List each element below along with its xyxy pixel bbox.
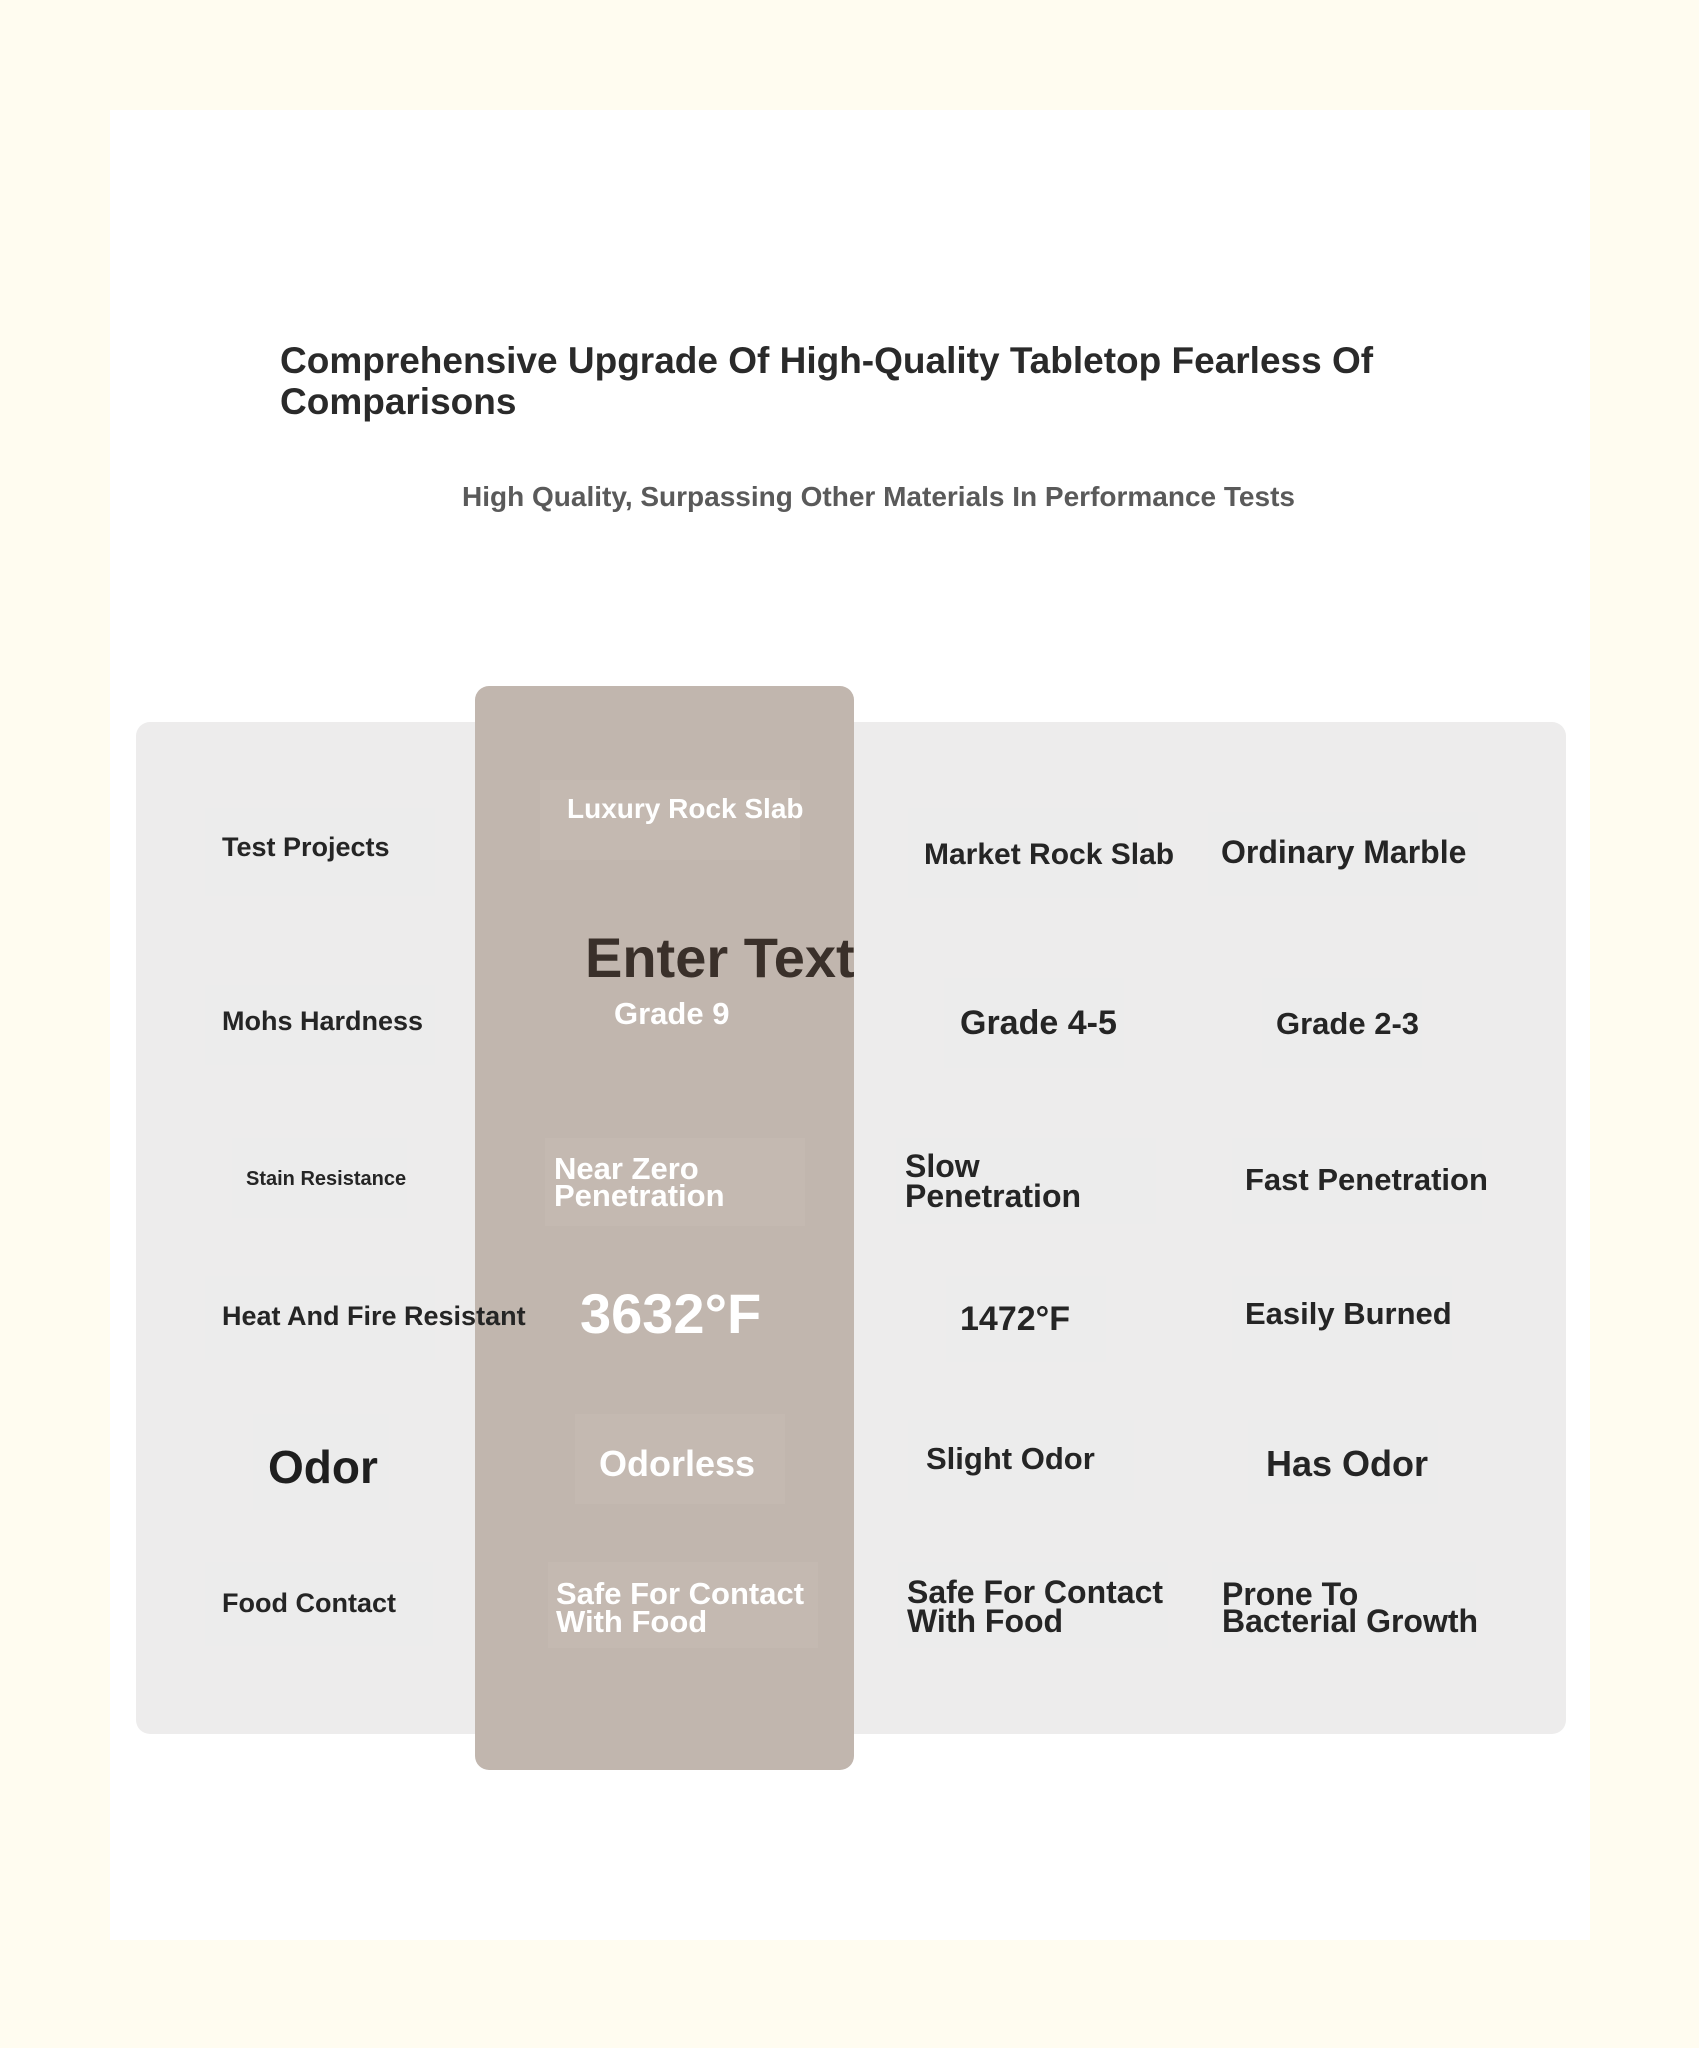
row-stain-luxury-line1: Near Zero [554,1151,699,1186]
row-heat-market: 1472°F [960,1300,1071,1338]
row-hardness-luxury: Grade 9 [614,996,730,1031]
row-odor-luxury: Odorless [599,1443,756,1484]
row-stain-luxury-line2: Penetration [554,1178,725,1213]
row-food-market-line2: With Food [907,1603,1064,1639]
row-odor-label: Odor [268,1441,378,1493]
row-food-marble-line2: Bacterial Growth [1222,1603,1479,1639]
row-food-market-line1: Safe For Contact [907,1574,1164,1610]
header-test-projects: Test Projects [222,832,390,862]
header-luxury-rock-slab: Luxury Rock Slab [567,793,804,824]
row-food-marble-line1: Prone To [1222,1576,1359,1612]
enter-text-placeholder[interactable]: Enter Text [585,926,855,989]
row-food-luxury-line1: Safe For Contact [556,1576,805,1611]
row-hardness-label: Mohs Hardness [222,1006,424,1036]
row-food-label: Food Contact [222,1588,396,1618]
page-subtitle: High Quality, Surpassing Other Materials In Performance Tests [462,481,1295,512]
header-ordinary-marble: Ordinary Marble [1221,834,1467,870]
row-hardness-market: Grade 4-5 [960,1004,1117,1042]
row-hardness-marble: Grade 2-3 [1276,1006,1420,1041]
row-odor-market: Slight Odor [926,1441,1095,1476]
row-stain-label: Stain Resistance [246,1168,407,1190]
row-heat-label: Heat And Fire Resistant [222,1301,526,1331]
row-odor-marble: Has Odor [1266,1443,1429,1484]
row-stain-market-line1: Slow [905,1148,980,1184]
row-food-luxury-line2: With Food [556,1604,708,1639]
page-title: Comprehensive Upgrade Of High-Quality Tabletop Fearless Of Comparisons [280,340,1374,423]
row-heat-luxury: 3632°F [580,1282,762,1345]
row-heat-marble: Easily Burned [1245,1296,1452,1331]
header-market-rock-slab: Market Rock Slab [924,838,1175,871]
row-stain-marble: Fast Penetration [1245,1162,1488,1197]
row-stain-market-line2: Penetration [905,1178,1082,1214]
